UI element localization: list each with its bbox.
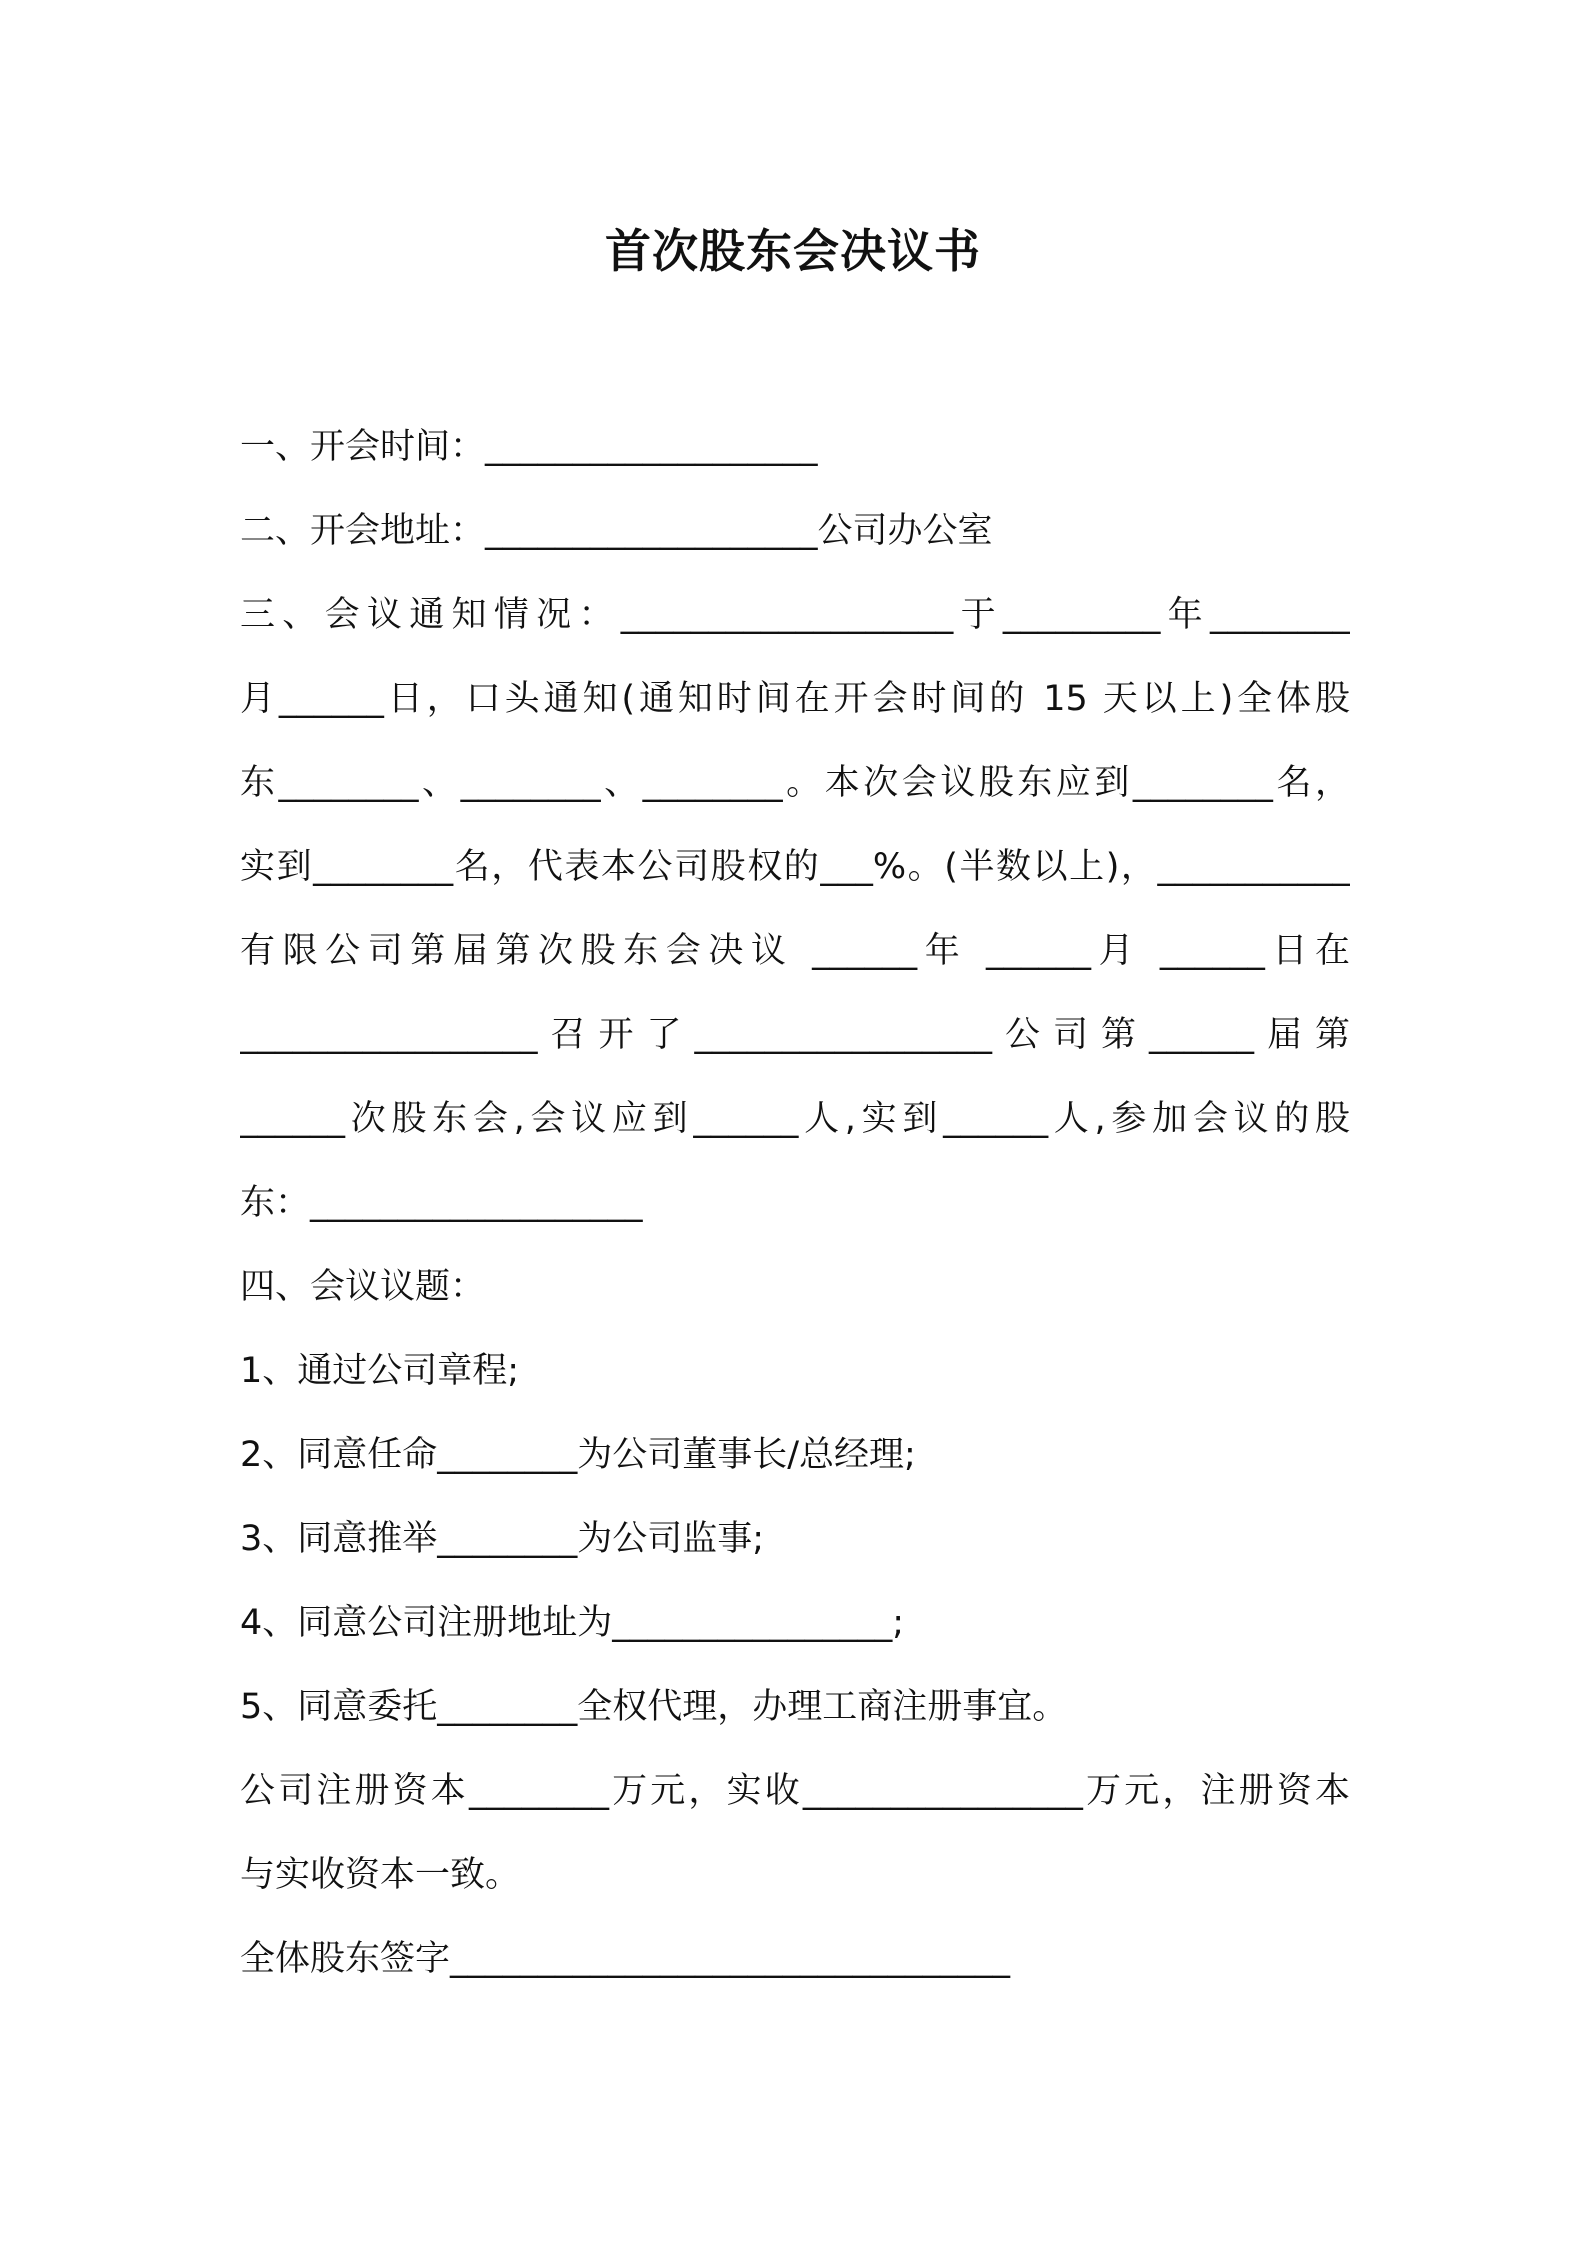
agenda-item-4: 4、同意公司注册地址为________________; [240, 1603, 905, 1643]
agenda-item-5: 5、同意委托________全权代理，办理工商注册事宜。 [240, 1687, 1068, 1727]
agenda-item-1: 1、通过公司章程; [240, 1351, 520, 1391]
notice-date-line: 月______日，口头通知(通知时间在开会时间的 15 天以上)全体股 [240, 679, 1350, 719]
meeting-session-line: _________________召开了_________________公司第______届第 [240, 1015, 1350, 1055]
capital-consistency-line: 与实收资本一致。 [240, 1855, 521, 1895]
meeting-notice-line: 三、会议通知情况：___________________于_________年________ [240, 595, 1350, 635]
document-body [240, 405, 1350, 2001]
meeting-time-line: 一、开会时间：___________________ [240, 427, 818, 467]
registered-capital-line: 公司注册资本________万元，实收________________万元，注册资本 [240, 1771, 1350, 1811]
resolution-date-line: 有限公司第届第次股东会决议 ______年 ______月 ______日在 [240, 931, 1350, 971]
shareholder-signature-line: 全体股东签字________________________________ [240, 1939, 1011, 1979]
attending-shareholders-line: 东：___________________ [240, 1183, 643, 1223]
agenda-item-3: 3、同意推举________为公司监事; [240, 1519, 765, 1559]
document-title: 首次股东会决议书 [605, 224, 981, 278]
meeting-address-line: 二、开会地址：___________________公司办公室 [240, 511, 993, 551]
attendance-line: 实到________名，代表本公司股权的___%。(半数以上)，___________ [240, 847, 1350, 887]
shareholders-line: 东________、________、________。本次会议股东应到________名， [240, 763, 1350, 803]
agenda-item-2: 2、同意任命________为公司董事长/总经理; [240, 1435, 916, 1475]
meeting-attendance-line: ______次股东会,会议应到______人,实到______人,参加会议的股 [240, 1099, 1350, 1139]
agenda-heading: 四、会议议题： [240, 1267, 486, 1307]
